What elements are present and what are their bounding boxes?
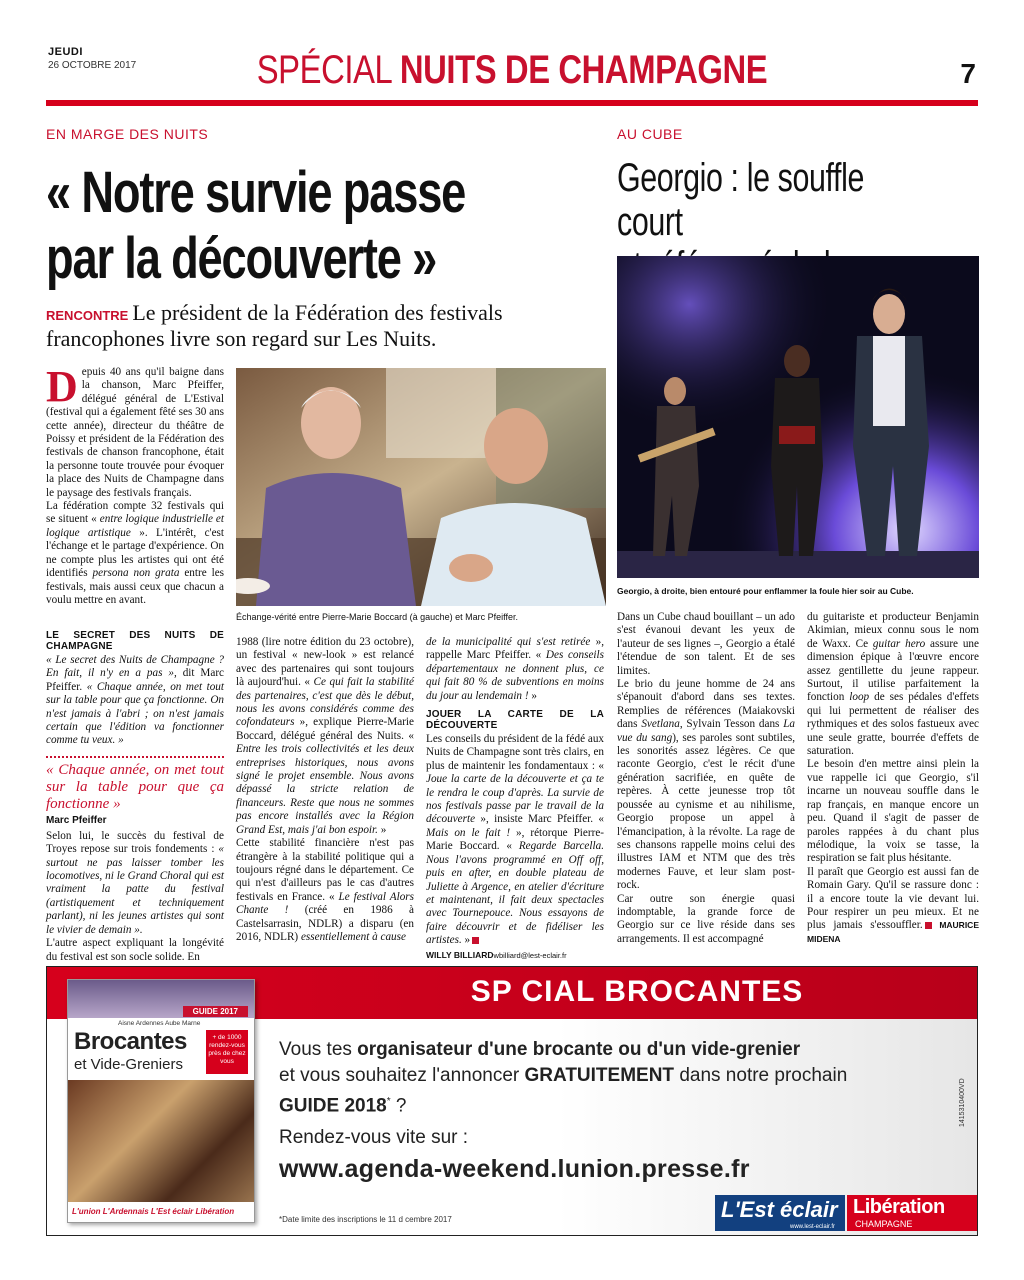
article1-signature: WILLY BILLIARDwbilliard@lest-eclair.fr [426,949,567,960]
subheading: JOUER LA CARTE DE LA DÉCOUVERTE [426,709,604,732]
header-rule [46,100,978,106]
paragraph: La fédération compte 32 festivals qui se situent « entre logique industrielle et logique artistique ». L'intérêt, c'est l'échange et le partage d'expérience. On ne compte plus les artistes qui ont été identifiés persona non grata entre les festivals, mais aussi ceux que chacun a voulu mettre en avant. [46,500,225,606]
cover-title: Brocantes [74,1028,187,1055]
concert-photo-caption: Georgio, à droite, bien entouré pour enflammer la foule hier soir au Cube. [617,586,914,596]
article2-column2 [807,611,979,946]
paragraph: de la municipalité qui s'est retirée », rappelle Marc Pfeiffer. « Des conseils départementaux ne donnent plus, ce qui fait 80 % de subventions en moins du jour au lendemain ! » [426,636,605,702]
interview-photo-image [236,368,606,606]
article1-headline [46,160,592,292]
article2-column1 [617,611,795,946]
est-eclair-logo: L'Est éclair www.lest-eclair.fr [715,1195,845,1231]
article1-column2 [236,636,414,944]
end-mark-icon [472,937,479,944]
article1-deck [46,300,516,352]
liberation-champagne-logo: Libération CHAMPAGNE [847,1195,977,1231]
page-number: 7 [960,58,976,89]
concert-photo-image [617,256,979,578]
subheading: LE SECRET DES NUITS DE CHAMPAGNE [46,630,224,652]
ad-title: SP CIAL BROCANTES [470,975,804,1008]
ad-footnote: *Date limite des inscriptions le 11 d cembre 2017 [279,1215,452,1224]
concert-photo [617,256,979,578]
paragraph: Le besoin d'en mettre ainsi plein la vue rappelle ici que Georgio, s'il incarne un nouveau souffle dans le rap français, en manque encore un peu. Quand il s'agit de passer de paroles rappées à du chant plus mélodique, la voix se tasse, la respiration se fait plus hésitante. [807,758,979,865]
paragraph: Car outre son énergie quasi indomptable, la grande force de Georgio sur ce live réside dans ses arrangements. Il est accompagné [617,892,795,945]
paragraph: Selon lui, le succès du festival de Troyes repose sur trois fondements : « surtout ne pas laisser tomber les locomotives, ni le Grand Choral qui est vraiment la patte du festival (artistiquement et techniquement parlant), ni les jeunes artistes qui sont le vivier de demain ». L'autre aspect expliquant la longévité du festival est son socle solide. En [46,829,224,963]
header-date: 26 OCTOBRE 2017 [48,60,137,71]
ad-url-link[interactable]: www.agenda-weekend.lunion.presse.fr [279,1155,750,1183]
cover-guide-label: GUIDE 2017 [183,1006,248,1017]
deck-lead: RENCONTRE [46,308,129,323]
end-mark-icon [925,922,932,929]
pull-quote-divider [46,756,224,758]
article1-headline-line1: « Notre survie passe [46,160,466,225]
pull-quote-author: Marc Pfeiffer [46,814,107,826]
article2-kicker: AU CUBE [617,126,683,142]
deck-text: Le président de la Fédération des festivals francophones livre son regard sur Les Nuits. [46,300,503,351]
header-day: JEUDI [48,46,83,58]
article2-headline-line1: Georgio : le souffle court [617,156,865,244]
section-title-light: SPÉCIAL [256,48,392,92]
paragraph: epuis 40 ans qu'il baigne dans la chanson, Marc Pfeiffer, délégué général de L'Estival (festival qui a également fêté ses 30 ans cette année), directeur du théâtre de Poissy et président de la Fédération des festivals de chanson francophone, était la personne toute trouvée pour évoquer la place des Nuits de Champagne dans le paysage des festivals français. [46,366,225,499]
paragraph: Les conseils du président de la fédé aux Nuits de Champagne sont très clairs, en plus de maintenir les fondamentaux : « Joue la carte de la découverte et ça te le rendra le coup d'après. La survie de nos festivals passe par le travail de la découverte », insiste Marc Pfeiffer. « Mais on le fait ! », rétorque Pierre-Marie Boccard. « Regarde Barcella. Nous l'avons programmé en Off off, puis en after, en double plateau de Juliette à Argence, en atelier d'écriture et maintenant, il fait deux spectacles avec Tournepouce. Nous essayons de faire découvrir et de fidéliser les artistes. » [426,733,605,947]
ad-line1: Vous tes organisateur d'une brocante ou d'un vide-grenier [279,1039,801,1060]
brocantes-ad[interactable] [46,966,978,1236]
section-title [92,48,932,93]
cover-logos: L'union L'Ardennais L'Est éclair Libération [68,1202,255,1222]
pull-quote: « Chaque année, on met tout sur la table pour que ça fonctionne » [46,761,224,812]
paragraph: Dans un Cube chaud bouillant – un ado s'est évanoui devant les yeux de l'auteur de ses lignes –, Georgio a étalé l'étendue de son talent. Et de ses limites. [617,611,795,677]
article1-kicker: EN MARGE DES NUITS [46,126,209,142]
article1-headline-line2: par la découverte » [46,226,437,291]
article1-column1-lower [46,624,224,964]
article1-column3 [426,636,604,960]
cover-badge: + de 1000 rendez-vous près de chez vous [206,1030,248,1074]
paragraph: Il paraît que Georgio est aussi fan de Romain Gary. Qu'il se rassure donc : il a encore toute la vie devant lui. Pour respirer un peu mieux. Et ne plus jamais s'essouffler. MAURICE MIDENA [807,865,979,944]
cover-region: Aisne Ardennes Aube Marne [118,1020,201,1027]
ad-line4: Rendez-vous vite sur : [279,1127,469,1148]
interview-photo-caption: Échange-vérité entre Pierre-Marie Boccard (à gauche) et Marc Pfeiffer. [236,612,518,622]
paragraph: Cette stabilité financière n'est pas étrangère à la stabilité politique qui a toujours régné dans le département. Ce qui n'est d'ailleurs pas le cas d'autres festivals en France. « Le festival Alors Chante ! (créé en 1986 à Castelsarrasin, NDLR) a disparu (en 2016, NDLR) essentiellement à cause [236,837,415,943]
guide-cover [67,979,255,1223]
paragraph: du guitariste et producteur Benjamin Akimian, mieux connu sous le nom de Waxx. Ce guitar hero assure une dimension épique à l'œuvre encore assez gentillette du jeune rappeur. Surtout, il utilise parfaitement la fonction loop de ses pédales d'effets qui lui permettent de réaliser des rythmiques et des solos fastueux avec une seule gratte, bourrée d'effets de saturation. [807,611,980,758]
ad-line2: et vous souhaitez l'annoncer GRATUITEMENT dans notre prochain [279,1065,848,1086]
paragraph: « Le secret des Nuits de Champagne ? En fait, il n'y en a pas », dit Marc Pfeiffer. « Chaque année, on met tout sur la table pour que ça fonctionne. On n'est jamais à l'abri ; on n'est jamais certain que l'édition va fonctionner comme tu veux. » [46,654,225,747]
paragraph: Le brio du jeune homme de 24 ans s'épanouit d'abord dans ses textes. Remplies de références (Maiakovski dans Svetlana, Sylvain Tesson dans La vue du sang), ses paroles sont subtiles, les sonorités assez légères. Ce que raconte Georgio, c'est le récit d'une génération sacrifiée, en quête de repères. À cette jeunesse trop tôt poussée au cynisme et au nihilisme, Georgio propose un appel à l'émancipation, à la révolte. La rage de ses chansons rappelle moins celui des illustres IAM et NTM que des très modernes Fauve, et leur slam post-rock. [617,678,796,892]
interview-photo [236,368,606,606]
article2-signature: MAURICE MIDENA [807,920,979,944]
article1-column1 [46,362,225,607]
ad-line3: GUIDE 2018* ? [279,1095,407,1117]
cover-subtitle: et Vide-Greniers [74,1056,183,1073]
cover-photo [68,1080,255,1204]
paragraph: 1988 (lire notre édition du 23 octobre), un festival « new-look » est relancé avec des partenaires qui sont toujours là aujourd'hui. « Ce qui fait la stabilité des partenaires, c'est que dès le début, nous les avons considérés comme des cofondateurs », explique Pierre-Marie Boccard, délégué général des Nuits. « Entre les trois collectivités et les deux entreprises historiques, nous avons signé le projet ensemble. Nous avons dépassé la stricte relation de financeurs. Reste que nous ne sommes pas encore installés avec la Région Grand Est, mais j'ai bon espoir. » [236,636,415,836]
ad-code: 1415310400VD [959,1078,966,1127]
drop-cap: D [46,362,78,411]
section-title-bold: NUITS DE CHAMPAGNE [399,48,768,92]
